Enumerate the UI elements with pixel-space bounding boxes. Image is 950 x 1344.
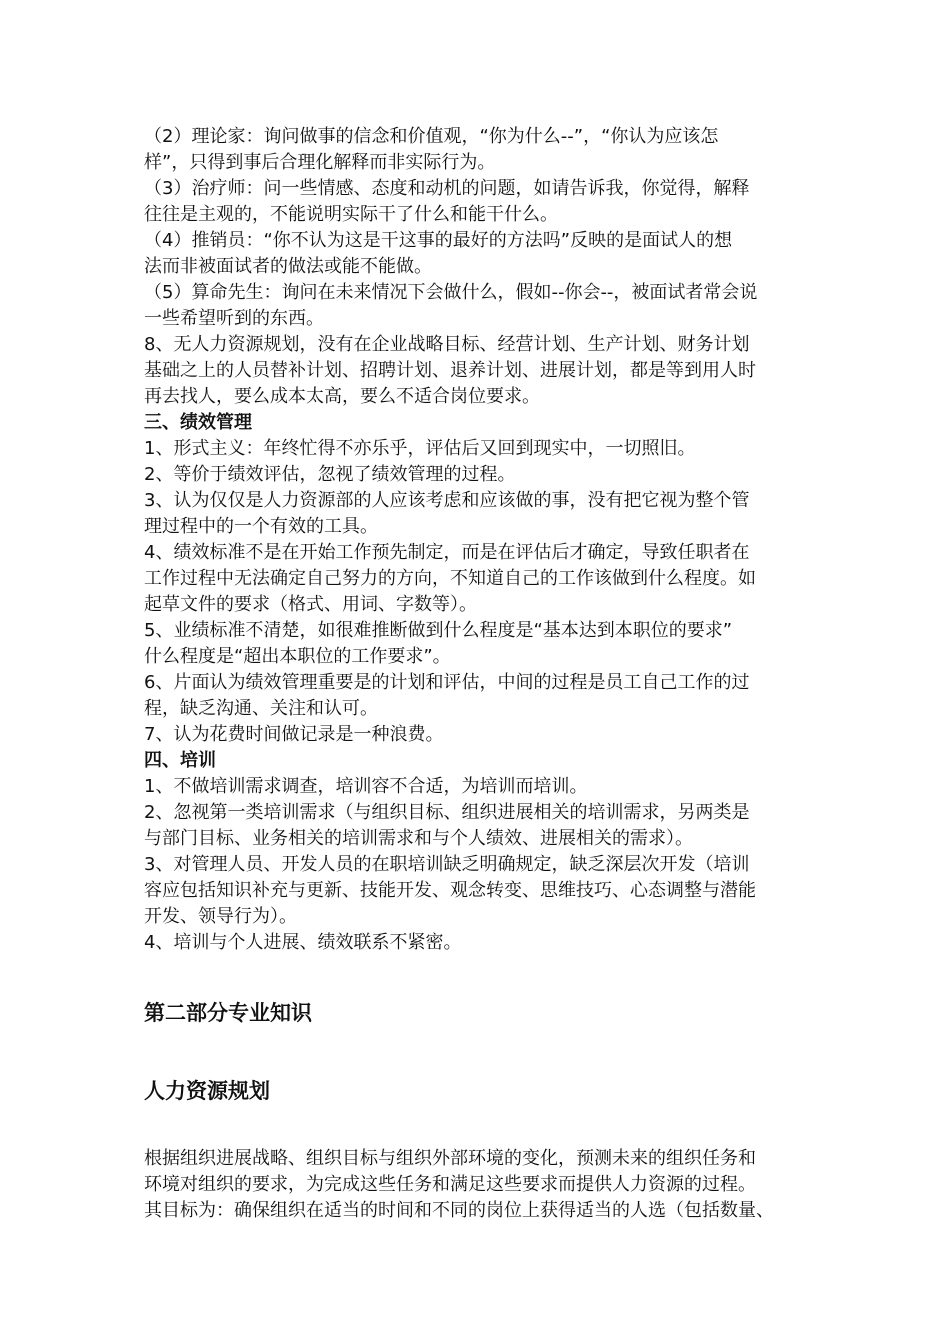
text-line: 2、等价于绩效评估，忽视了绩效管理的过程。: [144, 464, 516, 485]
text-line: 其目标为：确保组织在适当的时间和不同的岗位上获得适当的人选（包括数量、: [144, 1200, 774, 1221]
text-line: 工作过程中无法确定自己努力的方向，不知道自己的工作该做到什么程度。如: [144, 568, 756, 589]
text-line: 基础之上的人员替补计划、招聘计划、退养计划、进展计划，都是等到用人时: [144, 360, 756, 381]
text-line: 8、无人力资源规划，没有在企业战略目标、经营计划、生产计划、财务计划: [144, 334, 750, 355]
text-line: 7、认为花费时间做记录是一种浪费。: [144, 724, 444, 745]
text-line: （5）算命先生：询问在未来情况下会做什么，假如--你会--，被面试者常会说: [144, 282, 758, 303]
text-line: 样”，只得到事后合理化解释而非实际行为。: [144, 152, 496, 173]
text-line: 1、形式主义：年终忙得不亦乐乎，评估后又回到现实中，一切照旧。: [144, 438, 696, 459]
text-line: 再去找人，要么成本太高，要么不适合岗位要求。: [144, 386, 540, 407]
text-line: 法而非被面试者的做法或能不能做。: [144, 256, 432, 277]
text-line: 环境对组织的要求，为完成这些任务和满足这些要求而提供人力资源的过程。: [144, 1174, 756, 1195]
document-page: [144, 124, 806, 1224]
section-title: 人力资源规划: [144, 1079, 270, 1103]
text-line: 根据组织进展战略、组织目标与组织外部环境的变化，预测未来的组织任务和: [144, 1148, 756, 1169]
text-line: 开发、领导行为）。: [144, 906, 297, 927]
part-title: 第二部分专业知识: [144, 1001, 312, 1025]
text-line: 5、业绩标准不清楚，如很难推断做到什么程度是“基本达到本职位的要求”: [144, 620, 733, 641]
text-line: 2、忽视第一类培训需求（与组织目标、组织进展相关的培训需求，另两类是: [144, 802, 750, 823]
section-heading-training: 四、培训: [144, 750, 216, 771]
text-line: 程，缺乏沟通、关注和认可。: [144, 698, 378, 719]
text-line: 起草文件的要求（格式、用词、字数等）。: [144, 594, 477, 615]
text-line: 6、片面认为绩效管理重要是的计划和评估，中间的过程是员工自己工作的过: [144, 672, 750, 693]
text-line: 4、培训与个人进展、绩效联系不紧密。: [144, 932, 462, 953]
text-line: 3、对管理人员、开发人员的在职培训缺乏明确规定，缺乏深层次开发（培训: [144, 854, 750, 875]
text-line: （3）治疗师：问一些情感、态度和动机的问题，如请告诉我，你觉得，解释: [144, 178, 750, 199]
text-line: 1、不做培训需求调查，培训容不合适，为培训而培训。: [144, 776, 588, 797]
text-line: 3、认为仅仅是人力资源部的人应该考虑和应该做的事，没有把它视为整个管: [144, 490, 750, 511]
section-heading-performance: 三、绩效管理: [144, 412, 252, 433]
text-line: 4、绩效标准不是在开始工作预先制定，而是在评估后才确定，导致任职者在: [144, 542, 750, 563]
text-line: 什么程度是“超出本职位的工作要求”。: [144, 646, 451, 667]
text-line: 理过程中的一个有效的工具。: [144, 516, 378, 537]
text-line: （4）推销员：“你不认为这是干这事的最好的方法吗”反映的是面试人的想: [144, 230, 733, 251]
text-line: 一些希望听到的东西。: [144, 308, 324, 329]
text-line: （2）理论家：询问做事的信念和价值观，“你为什么--”，“你认为应该怎: [144, 126, 719, 147]
text-line: 往往是主观的，不能说明实际干了什么和能干什么。: [144, 204, 558, 225]
text-line: 与部门目标、业务相关的培训需求和与个人绩效、进展相关的需求）。: [144, 828, 693, 849]
text-line: 容应包括知识补充与更新、技能开发、观念转变、思维技巧、心态调整与潜能: [144, 880, 756, 901]
